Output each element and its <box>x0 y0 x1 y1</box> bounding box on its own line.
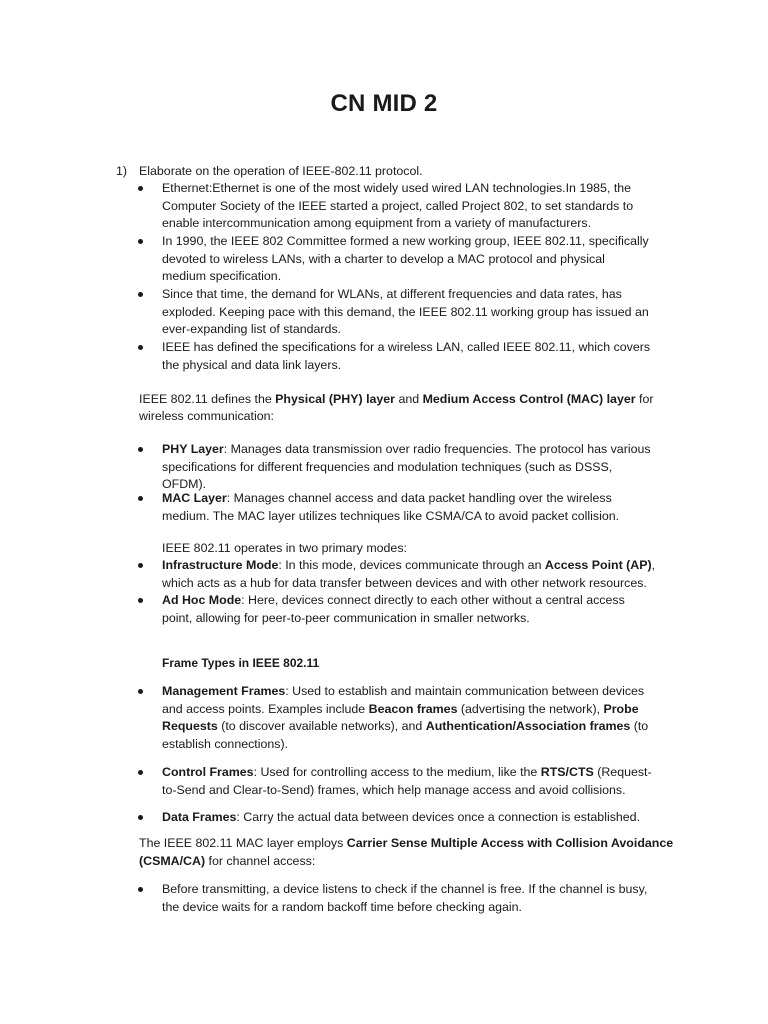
infra-mode-line-1 <box>162 557 655 575</box>
mgmt-frames-line-1 <box>162 683 644 701</box>
adhoc-mode-text: : Here, devices connect directly to each other without a central access <box>241 593 625 607</box>
bullet-icon <box>138 496 143 501</box>
phy-layer-line-3: OFDM). <box>162 477 207 492</box>
mgmt-frames-text: : Used to establish and maintain communication between devices <box>285 684 645 698</box>
intro-bullet-4-line-2: the physical and data link layers. <box>162 357 342 372</box>
infra-mode-label: Infrastructure Mode <box>162 558 279 572</box>
mac-layer-text: : Manages channel access and data packet handling over the wireless <box>226 491 612 505</box>
infra-mode-text: : In this mode, devices communicate through an <box>278 558 545 572</box>
csma-pre: The IEEE 802.11 MAC layer employs <box>139 836 347 850</box>
requests-term: Requests <box>162 719 218 734</box>
defines-line-1 <box>139 391 653 409</box>
infra-mode-comma: , <box>651 558 656 572</box>
intro-bullet-2-line-3: medium specification. <box>162 269 282 284</box>
ctrl-frames-line-2: to-Send and Clear-to-Send) frames, which help manage access and avoid collisions. <box>162 782 626 797</box>
defines-pre: IEEE 802.11 defines the <box>139 392 276 406</box>
intro-bullet-1-line-1: Ethernet:Ethernet is one of the most widely used wired LAN technologies.In 1985, the <box>162 181 632 195</box>
bullet-icon <box>138 447 143 452</box>
ctrl-frames-label: Control Frames <box>162 765 254 779</box>
intro-bullet-3-line-2: exploded. Keeping pace with this demand, the IEEE 802.11 working group has issued an <box>162 304 649 319</box>
bullet-icon <box>138 770 143 775</box>
rts-cts-term: RTS/CTS <box>540 765 594 779</box>
data-frames-line-1 <box>162 809 640 827</box>
csma-post: for channel access: <box>205 853 316 868</box>
csma-line-1 <box>139 835 673 853</box>
bullet-icon <box>138 815 143 820</box>
mgmt-frames-text-2a: and access points. Examples include <box>162 701 369 716</box>
phy-layer-line-2: specifications for different frequencies and modulation techniques (such as DSSS, <box>162 459 613 474</box>
data-frames-label: Data Frames <box>162 810 237 824</box>
access-point-term: Access Point (AP) <box>544 558 652 572</box>
phy-layer-label: PHY Layer <box>162 442 224 456</box>
bullet-icon <box>138 345 143 350</box>
bullet-icon <box>138 689 143 694</box>
ctrl-frames-line-1 <box>162 764 652 782</box>
csma-line-2 <box>139 853 315 871</box>
mgmt-frames-text-3a: (to discover available networks), and <box>217 719 426 734</box>
data-frames-text: : Carry the actual data between devices once a connection is established. <box>236 810 641 824</box>
mac-layer-label: MAC Layer <box>162 491 227 505</box>
mac-layer-line-2: medium. The MAC layer utilizes techniques like CSMA/CA to avoid packet collision. <box>162 508 620 523</box>
infra-mode-line-2: which acts as a hub for data transfer between devices and with other network resources. <box>162 575 647 590</box>
auth-assoc-term: Authentication/Association frames <box>425 719 631 734</box>
bullet-icon <box>138 598 143 603</box>
adhoc-mode-label: Ad Hoc Mode <box>162 593 242 607</box>
mgmt-frames-text-2b: (advertising the network), <box>457 701 604 716</box>
beacon-frames-term: Beacon frames <box>368 701 458 716</box>
intro-bullet-3-line-1: Since that time, the demand for WLANs, at different frequencies and data rates, has <box>162 287 622 301</box>
csma-bullet-line-2: the device waits for a random backoff time before checking again. <box>162 899 522 914</box>
modes-intro: IEEE 802.11 operates in two primary modes: <box>162 541 407 555</box>
phy-layer-line-1 <box>162 441 651 459</box>
mgmt-frames-label: Management Frames <box>162 684 286 698</box>
bullet-icon <box>138 239 143 244</box>
mac-layer-term: Medium Access Control (MAC) layer <box>422 392 636 406</box>
csma-term-2: (CSMA/CA) <box>139 853 206 868</box>
frame-types-heading: Frame Types in IEEE 802.11 <box>162 656 320 670</box>
bullet-icon <box>138 186 143 191</box>
ctrl-frames-text-b: (Request- <box>593 765 652 779</box>
intro-bullet-3-line-3: ever-expanding list of standards. <box>162 322 342 337</box>
intro-bullet-2-line-1: In 1990, the IEEE 802 Committee formed a new working group, IEEE 802.11, specifically <box>162 234 649 248</box>
mgmt-frames-line-4: establish connections). <box>162 736 289 751</box>
bullet-icon <box>138 292 143 297</box>
intro-bullet-1-line-3: enable intercommunication among equipment from a variety of manufacturers. <box>162 216 592 231</box>
question-number: 1) <box>116 164 128 178</box>
page-title: CN MID 2 <box>330 90 438 117</box>
mac-layer-line-1 <box>162 490 612 508</box>
adhoc-mode-line-1 <box>162 592 625 610</box>
ctrl-frames-text: : Used for controlling access to the medium, like the <box>253 765 541 779</box>
csma-term-1: Carrier Sense Multiple Access with Collision Avoidance <box>346 836 674 850</box>
mgmt-frames-line-3 <box>162 718 648 736</box>
phy-layer-text: : Manages data transmission over radio frequencies. The protocol has various <box>223 442 651 456</box>
probe-term: Probe <box>603 701 639 716</box>
defines-and: and <box>395 392 423 406</box>
defines-line-2: wireless communication: <box>139 409 274 423</box>
mgmt-frames-text-3b: (to <box>630 719 649 734</box>
intro-bullet-1-line-2: Computer Society of the IEEE started a project, called Project 802, to set standards to <box>162 198 634 213</box>
defines-post: for <box>635 392 654 406</box>
bullet-icon <box>138 563 143 568</box>
intro-bullet-2-line-2: devoted to wireless LANs, with a charter to develop a MAC protocol and physical <box>162 251 605 266</box>
mgmt-frames-line-2 <box>162 701 639 719</box>
csma-bullet-line-1: Before transmitting, a device listens to check if the channel is free. If the channel is busy, <box>162 882 648 896</box>
bullet-icon <box>138 887 143 892</box>
question-text: Elaborate on the operation of IEEE-802.11 protocol. <box>139 164 423 178</box>
adhoc-mode-line-2: point, allowing for peer-to-peer communication in smaller networks. <box>162 610 530 625</box>
intro-bullet-4-line-1: IEEE has defined the specifications for a wireless LAN, called IEEE 802.11, which covers <box>162 340 651 354</box>
phy-layer-term: Physical (PHY) layer <box>275 392 396 406</box>
